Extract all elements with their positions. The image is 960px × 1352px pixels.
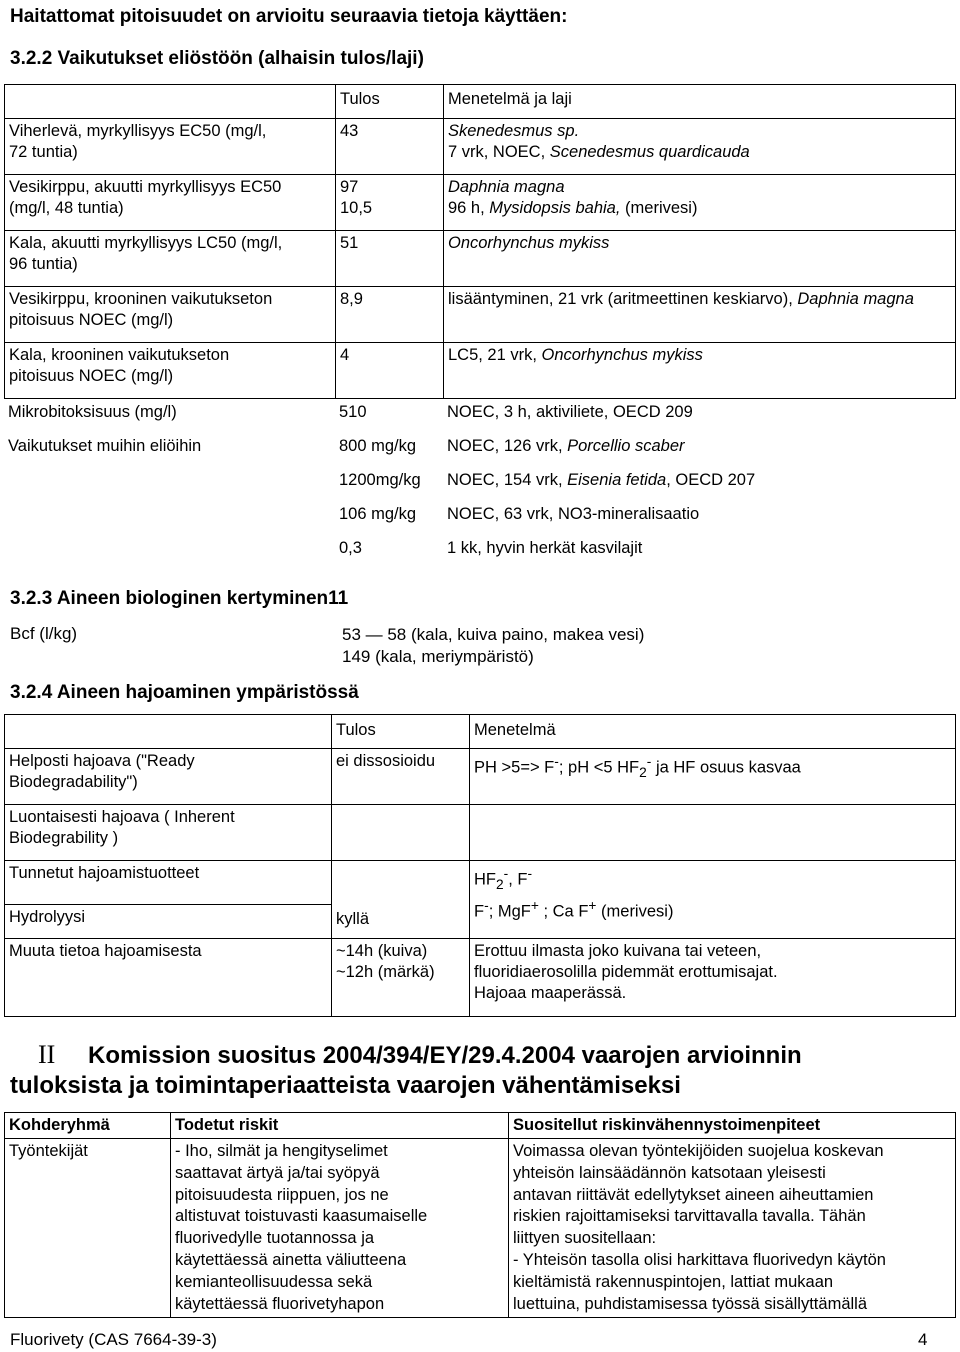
row-label: Luontaisesti hajoava ( Inherent Biodegrability ) xyxy=(5,805,332,861)
row-method: NOEC, 63 vrk, NO3-mineralisaatio xyxy=(447,505,700,523)
row-result: 43 xyxy=(336,119,444,175)
row-method: Daphnia magna 96 h, Mysidopsis bahia, (merivesi) xyxy=(444,175,956,231)
row-method: Skenedesmus sp. 7 vrk, NOEC, Scenedesmus quardicauda xyxy=(444,119,956,175)
col-header-result: Tulos xyxy=(332,715,470,749)
table-row xyxy=(4,502,956,536)
section-title-3-2-4: 3.2.4 Aineen hajoaminen ympäristössä xyxy=(10,682,359,703)
row-label: Helposti hajoava ("Ready Biodegradability") xyxy=(5,749,332,805)
row-result: ei dissosioidu xyxy=(332,749,470,805)
degradation-table xyxy=(4,714,956,1017)
table-header-empty xyxy=(5,715,332,749)
section-ii-line2: tuloksista ja toimintaperiaatteista vaarojen vähentämiseksi xyxy=(10,1072,681,1099)
row-label: Kala, krooninen vaikutukseton pitoisuus NOEC (mg/l) xyxy=(5,343,336,399)
col-header-result: Tulos xyxy=(336,85,444,119)
page-heading: Haitattomat pitoisuudet on arvioitu seuraavia tietoja käyttäen: xyxy=(10,6,568,27)
table-row xyxy=(4,536,956,570)
section-ii-line1: Komission suositus 2004/394/EY/29.4.2004 vaarojen arvioinnin xyxy=(88,1042,802,1069)
risk-description: - Iho, silmät ja hengityselimet saattavat ärtyä ja/tai syöpyä pitoisuudesta riippuen, jos ne altistuvat toistuvasti kaasumaiselle fluorivedylle tuotannossa ja käytettäessä ainetta väliutteena kemianteollisuudessa sekä käytettäessä fluorivetyhapon xyxy=(171,1139,509,1318)
row-method: NOEC, 126 vrk, Porcellio scaber xyxy=(447,437,685,455)
row-label: Vaikutukset muihin eliöihin xyxy=(8,437,202,455)
table-row xyxy=(4,468,956,502)
row-result: 800 mg/kg xyxy=(339,437,417,455)
table-row xyxy=(5,939,956,1017)
row-label: Hydrolyysi xyxy=(5,905,332,939)
row-method: 1 kk, hyvin herkät kasvilajit xyxy=(447,539,643,557)
table-row xyxy=(5,231,956,287)
row-label: Tunnetut hajoamistuotteet xyxy=(5,861,332,905)
row-method: NOEC, 154 vrk, Eisenia fetida, OECD 207 xyxy=(447,471,756,489)
table-row xyxy=(5,119,956,175)
section-title-3-2-3: 3.2.3 Aineen biologinen kertyminen11 xyxy=(10,588,349,609)
risk-target: Työntekijät xyxy=(5,1139,171,1318)
page-number: 4 xyxy=(918,1330,928,1349)
col-header-method: Menetelmä ja laji xyxy=(444,85,956,119)
row-method: Erottuu ilmasta joko kuivana tai veteen, fluoridiaerosolilla pidemmät erottumisajat. Hajoaa maaperässä. xyxy=(470,939,956,1017)
section-title-3-2-2: 3.2.2 Vaikutukset eliöstöön (alhaisin tulos/laji) xyxy=(10,48,424,69)
row-method: NOEC, 3 h, aktiviliete, OECD 209 xyxy=(447,403,693,421)
table-row xyxy=(5,1139,956,1318)
row-result: 51 xyxy=(336,231,444,287)
table-row xyxy=(5,861,956,905)
table-row xyxy=(4,400,956,434)
hydrolysis-result: kyllä xyxy=(332,861,470,939)
row-result: 8,9 xyxy=(336,287,444,343)
footer-document: Fluorivety (CAS 7664-39-3) xyxy=(10,1330,217,1349)
col-header-measures: Suositellut riskinvähennystoimenpiteet xyxy=(509,1113,956,1139)
row-result: 510 xyxy=(339,403,367,421)
row-label: Kala, akuutti myrkyllisyys LC50 (mg/l, 96 tuntia) xyxy=(5,231,336,287)
row-label: Vesikirppu, akuutti myrkyllisyys EC50 (mg/l, 48 tuntia) xyxy=(5,175,336,231)
row-result: 97 10,5 xyxy=(336,175,444,231)
table-row xyxy=(5,175,956,231)
row-label: Vesikirppu, krooninen vaikutukseton pitoisuus NOEC (mg/l) xyxy=(5,287,336,343)
row-result: 1200mg/kg xyxy=(339,471,421,489)
section-ii-title xyxy=(38,1040,802,1070)
row-method: LC5, 21 vrk, Oncorhynchus mykiss xyxy=(444,343,956,399)
table-row xyxy=(5,287,956,343)
col-header-risks: Todetut riskit xyxy=(171,1113,509,1139)
table-header-empty xyxy=(5,85,336,119)
table-row xyxy=(5,805,956,861)
row-label: Muuta tietoa hajoamisesta xyxy=(5,939,332,1017)
col-header-method: Menetelmä xyxy=(470,715,956,749)
ecotox-table xyxy=(4,84,956,399)
row-result: 106 mg/kg xyxy=(339,505,417,523)
risk-measures: Voimassa olevan työntekijöiden suojelua koskevan yhteisön lainsäädännön katsotaan yleisesti antavan riittävät edellytykset aineen aiheuttamien riskien rajoittamiseksi tarvittavalla tavalla. Tähän liittyen suositellaan: - Yhteisön tasolla olisi harkittava fluorivedyn käytön kieltämistä rakennuspintojen, lattiat mukaan luettuina, puhdistamisessa työssä sisällyttämällä xyxy=(509,1139,956,1318)
table-row xyxy=(5,749,956,805)
row-label: Viherlevä, myrkyllisyys EC50 (mg/l, 72 tuntia) xyxy=(5,119,336,175)
col-header-target: Kohderyhmä xyxy=(5,1113,171,1139)
table-row xyxy=(4,434,956,468)
other-effects-table xyxy=(4,400,956,570)
row-result: 4 xyxy=(336,343,444,399)
row-label: Mikrobitoksisuus (mg/l) xyxy=(8,403,177,421)
row-method: PH >5=> F-; pH <5 $HF_2^-$ ja HF osuus kasvaa xyxy=(470,749,956,805)
table-row xyxy=(5,343,956,399)
row-method: Oncorhynchus mykiss xyxy=(444,231,956,287)
bcf-value: 53 — 58 (kala, kuiva paino, makea vesi) 149 (kala, meriympäristö) xyxy=(342,625,645,666)
row-result: ~14h (kuiva) ~12h (märkä) xyxy=(332,939,470,1017)
row-method: $HF_2^-$, F- F-; MgF+ ; Ca F+ (merivesi) xyxy=(470,861,956,939)
roman-numeral: II xyxy=(38,1040,56,1069)
row-result: 0,3 xyxy=(339,539,362,557)
risk-table xyxy=(4,1112,956,1318)
row-method: lisääntyminen, 21 vrk (aritmeettinen keskiarvo), Daphnia magna xyxy=(444,287,956,343)
bcf-label: Bcf (l/kg) xyxy=(10,624,78,643)
